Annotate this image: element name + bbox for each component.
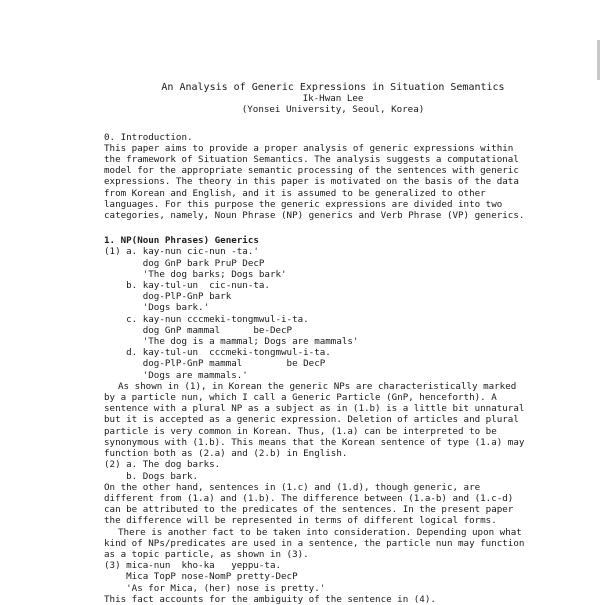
- example-line: (1) a. kay-nun cic-nun -ta.': [104, 246, 259, 258]
- text-line: from Korean and English, and it is assumed to be generalized to other: [104, 187, 486, 199]
- author-affiliation: (Yonsei University, Seoul, Korea): [241, 104, 425, 116]
- example-line: 'Dogs bark.': [104, 302, 210, 314]
- example-line: dog GnP bark PruP DecP: [104, 257, 265, 269]
- text-line: There is another fact to be taken into consideration. Depending upon what: [118, 526, 522, 538]
- text-line: by a particle nun, which I call a Generic Particle (GnP, henceforth). A: [104, 392, 497, 404]
- text-line: languages. For this purpose the generic expressions are divided into two: [104, 198, 503, 210]
- text-line: This paper aims to provide a proper analysis of generic expressions within: [104, 142, 514, 154]
- example-2: [104, 459, 524, 481]
- paragraph-2: [104, 482, 524, 527]
- text-line: As shown in (1), in Korean the generic NPs are characteristically marked: [118, 380, 517, 392]
- text-line: On the other hand, sentences in (1.c) and (1.d), though generic, are: [104, 481, 481, 493]
- paper-title: An Analysis of Generic Expressions in Situation Semantics: [161, 82, 505, 93]
- text-line: This fact accounts for the ambiguity of the sentence in (4).: [104, 593, 436, 605]
- example-line: dog-PlP-GnP mammal be DecP: [104, 358, 326, 370]
- author-name: Ik-Hwan Lee: [302, 93, 364, 105]
- example-line: b. kay-tul-un cic-nun-ta.: [104, 280, 270, 292]
- example-line: 'As for Mica, (her) nose is pretty.': [104, 582, 326, 594]
- paragraph-1: [104, 381, 524, 459]
- section-heading-introduction: 0. Introduction.: [104, 131, 193, 143]
- example-line: dog GnP mammal be-DecP: [104, 324, 293, 336]
- intro-paragraph: [104, 143, 524, 221]
- title-block: [142, 82, 524, 116]
- paper-page: [104, 82, 524, 605]
- text-line: particle is very common in Korean. Thus, (1.a) can be interpreted to be: [104, 425, 497, 437]
- text-line: function both as (2.a) and (2.b) in English.: [104, 448, 348, 460]
- section-heading-np-generics: 1. NP(Noun Phrases) Generics: [104, 235, 259, 247]
- text-line: sentence with a plural NP as a subject as in (1.b) is a little bit unnatural: [104, 403, 525, 415]
- example-line: Mica TopP nose-NomP pretty-DecP: [104, 571, 298, 583]
- text-line: the framework of Situation Semantics. The analysis suggests a computational: [104, 154, 519, 166]
- example-line: d. kay-tul-un cccmeki-tongmwul-i-ta.: [104, 347, 331, 359]
- text-line: categories, namely, Noun Phrase (NP) generics and Verb Phrase (VP) generics.: [104, 210, 525, 222]
- text-line: different from (1.a) and (1.b). The difference between (1.a-b) and (1.c-d): [104, 492, 514, 504]
- section-np-generics: [104, 235, 524, 605]
- text-line: the difference will be represented in terms of different logical forms.: [104, 515, 497, 527]
- example-3: [104, 560, 524, 594]
- example-line: 'Dogs are mammals.': [104, 369, 248, 381]
- text-line: kind of NPs/predicates are used in a sentence, the particle nun may function: [104, 537, 525, 549]
- example-line: 'The dog is a mammal; Dogs are mammals': [104, 336, 359, 348]
- example-1: [104, 246, 524, 380]
- example-line: (3) mica-nun kho-ka yeppu-ta.: [104, 560, 282, 572]
- text-line: model for the appropriate semantic processing of the sentences with generic: [104, 165, 519, 177]
- text-line: expressions. The theory in this paper is motivated on the basis of the data: [104, 176, 519, 188]
- example-line: 'The dog barks; Dogs bark': [104, 268, 287, 280]
- example-line: c. kay-nun cccmeki-tongmwul-i-ta.: [104, 313, 309, 325]
- text-line: synonymous with (1.b). This means that the Korean sentence of type (1.a) may: [104, 436, 525, 448]
- section-introduction: [104, 132, 524, 222]
- text-line: can be attributed to the predicates of the sentences. In the present paper: [104, 504, 514, 516]
- paragraph-3: [104, 527, 524, 561]
- example-line: dog-PlP-GnP bark: [104, 291, 232, 303]
- example-line: (2) a. The dog barks.: [104, 459, 221, 471]
- text-line: but it is accepted as a generic expression. Deletion of articles and plural: [104, 414, 519, 426]
- text-line: as a topic particle, as shown in (3).: [104, 548, 309, 560]
- example-line: b. Dogs bark.: [104, 470, 199, 482]
